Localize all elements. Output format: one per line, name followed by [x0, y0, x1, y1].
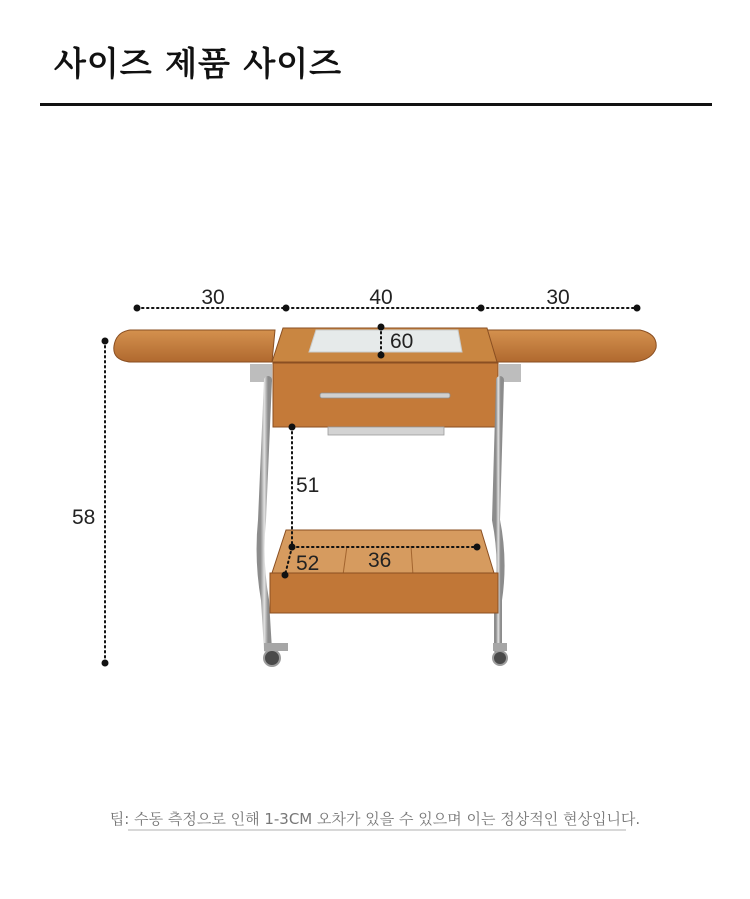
cart-illustration [114, 328, 656, 666]
left-leg [261, 380, 268, 650]
right-caster [493, 651, 507, 665]
glass-insert [309, 330, 462, 352]
note-underline [128, 829, 626, 831]
dim-center-label: 40 [369, 286, 393, 309]
right-leaf [487, 330, 656, 362]
lower-tray-front [270, 573, 498, 613]
dim-depth-label: 60 [390, 330, 414, 353]
dim-total-height-label: 58 [72, 506, 96, 529]
dim-right-leaf-label: 30 [546, 286, 570, 309]
drawer-handle [320, 393, 450, 398]
dim-shelf-width-label: 36 [368, 549, 392, 572]
dim-left-leaf-label: 30 [201, 286, 225, 309]
dim-inner-height-label: 51 [296, 474, 320, 497]
measurement-note: 팁: 수동 측정으로 인해 1-3CM 오차가 있을 수 있으며 이는 정상적인 현상입니다. [109, 810, 641, 828]
page-title: 사이즈 제품 사이즈 [54, 44, 343, 83]
grill-basket [328, 427, 444, 435]
dim-shelf-depth-label: 52 [296, 552, 320, 575]
left-leaf [114, 330, 275, 362]
left-caster [264, 650, 280, 666]
